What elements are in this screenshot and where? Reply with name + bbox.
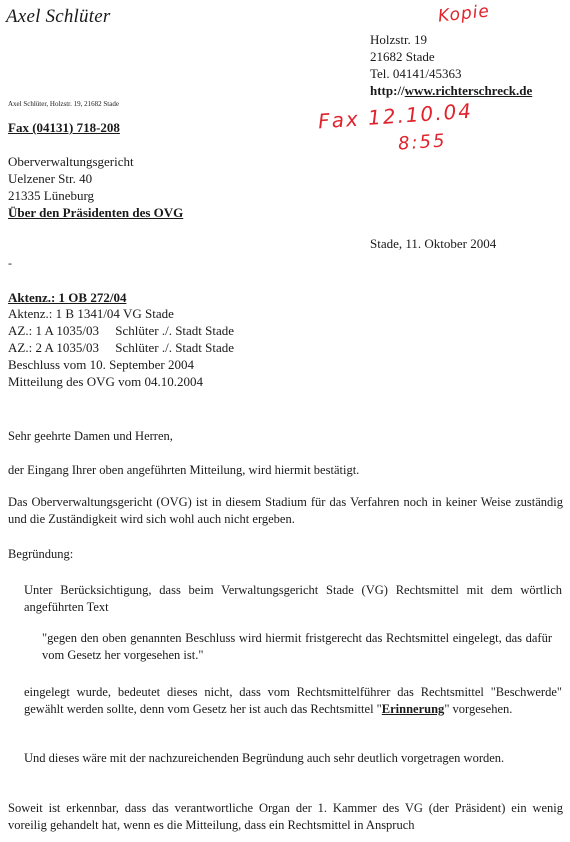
recipient-court: Oberverwaltungsgericht <box>8 154 134 169</box>
reference-az-2: AZ.: 2 A 1035/03 Schlüter ./. Stadt Stade <box>8 340 235 355</box>
recipient-street: Uelzener Str. 40 <box>8 171 93 186</box>
letter-date: Stade, 11. Oktober 2004 <box>370 236 497 251</box>
reference-mitteilung: Mitteilung des OVG vom 04.10.2004 <box>8 374 203 389</box>
fax-number: Fax (04131) 718-208 <box>8 120 120 135</box>
website-link[interactable]: www.richterschreck.de <box>404 83 533 98</box>
address-city: 21682 Stade <box>370 49 435 64</box>
paragraph-remedy-end: " vorgesehen. <box>444 701 513 716</box>
letterhead-name: Axel Schlüter <box>6 6 111 27</box>
quoted-text: "gegen den oben genannten Beschluss wird hiermit fristgerecht das Rechtsmittel eingelegt, das dafür vom Gesetz her vorgesehen ist." <box>42 631 552 662</box>
handwritten-fax-time: 8:55 <box>397 130 448 155</box>
address-phone: Tel. 04141/45363 <box>370 66 462 81</box>
sender-return-address: Axel Schlüter, Holzstr. 19, 21682 Stade <box>8 100 119 108</box>
website-prefix: http:// <box>370 83 405 98</box>
reference-beschluss: Beschluss vom 10. September 2004 <box>8 357 194 372</box>
paragraph-jurisdiction: Das Oberverwaltungsgericht (OVG) ist in diesem Stadium für das Verfahren noch in keiner Weise zuständig und die Zuständigkeit wird sich wohl auch nicht ergeben. <box>8 495 563 526</box>
reference-ovg: Aktenz.: 1 OB 272/04 <box>8 290 127 305</box>
erinnerung-term: Erinnerung <box>381 701 445 716</box>
paragraph-receipt: der Eingang Ihrer oben angeführten Mitteilung, wird hiermit bestätigt. <box>8 463 360 477</box>
paragraph-reasoning: Und dieses wäre mit der nachzureichenden Begründung auch sehr deutlich vorgetragen worden. <box>24 751 505 765</box>
recipient-via-president: Über den Präsidenten des OVG <box>8 205 184 220</box>
recipient-city: 21335 Lüneburg <box>8 188 95 203</box>
reference-vg: Aktenz.: 1 B 1341/04 VG Stade <box>8 306 174 321</box>
website-line <box>370 83 532 99</box>
salutation: Sehr geehrte Damen und Herren, <box>8 429 173 443</box>
paragraph-conclusion: Soweit ist erkennbar, dass das verantwortliche Organ der 1. Kammer des VG (der Präsident) ein wenig voreilig gehandelt hat, wenn es die Mitteilung, dass ein Rechtsmittel in Anspruch <box>8 801 563 832</box>
dash-mark: - <box>8 256 12 270</box>
paragraph-remedy <box>24 684 562 717</box>
heading-begruendung: Begründung: <box>8 547 74 561</box>
paragraph-consideration: Unter Berücksichtigung, dass beim Verwaltungsgericht Stade (VG) Rechtsmittel mit dem wörtlich angeführten Text <box>24 583 562 614</box>
handwritten-fax-date: Fax 12.10.04 <box>317 98 474 134</box>
reference-az-1: AZ.: 1 A 1035/03 Schlüter ./. Stadt Stade <box>8 323 235 338</box>
address-street: Holzstr. 19 <box>370 32 428 47</box>
handwritten-kopie: Kopie <box>437 1 491 27</box>
paragraph-remedy-text: eingelegt wurde, bedeutet dieses nicht, dass vom Rechtsmittelführer das Rechtsmittel "Beschwerde" gewählt werden sollte, denn vom Gesetz her ist auch das Rechtsmittel " <box>24 685 562 716</box>
